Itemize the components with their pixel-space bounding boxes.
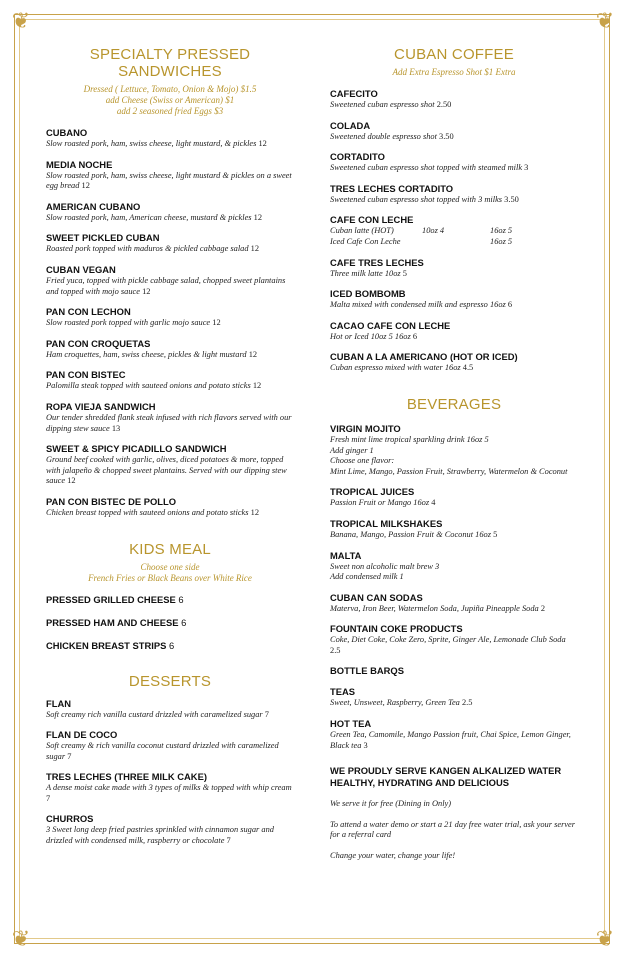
menu-item xyxy=(46,401,294,434)
item-description xyxy=(46,139,294,150)
item-name: HOT TEA xyxy=(330,718,372,730)
item-desc-text: Slow roasted pork, ham, swiss cheese, light mustard, & pickles xyxy=(46,139,257,148)
item-price: 6 xyxy=(178,593,184,605)
item-price: 5 xyxy=(493,529,498,539)
item-name: SWEET & SPICY PICADILLO SANDWICH xyxy=(46,443,227,455)
item-description xyxy=(46,244,294,255)
item-price: 12 xyxy=(253,212,263,222)
item-name: CUBAN VEGAN xyxy=(46,263,116,275)
menu-item xyxy=(46,127,294,150)
item-name: FLAN xyxy=(46,697,71,709)
menu-item xyxy=(330,550,578,583)
menu-item xyxy=(46,232,294,255)
item-name: CHICKEN BREAST STRIPS xyxy=(46,639,167,651)
kangen-title: WE PROUDLY SERVE KANGEN ALKALIZED WATER HEALTHY, HYDRATING AND DELICIOUS xyxy=(330,765,562,789)
item-description xyxy=(330,530,578,541)
item-name: CACAO CAFE CON LECHE xyxy=(330,319,451,331)
section-title-kids: KIDS MEAL xyxy=(129,540,211,558)
corner-ornament-icon: ❦ xyxy=(11,926,31,951)
menu-item xyxy=(330,486,578,509)
item-name: VIRGIN MOJITO xyxy=(330,422,401,434)
item-description xyxy=(330,300,578,311)
left-column xyxy=(46,46,294,856)
item-desc-text: Green Tea, Camomile, Mango Passion fruit, Chai Spice, Lemon Ginger, Black tea xyxy=(330,730,571,750)
item-name: ROPA VIEJA SANDWICH xyxy=(46,400,156,412)
corner-ornament-icon: ❦ xyxy=(595,926,615,951)
item-description xyxy=(46,455,294,487)
item-name: CORTADITO xyxy=(330,151,385,163)
item-description xyxy=(330,698,578,709)
item-description xyxy=(330,604,578,615)
item-name: CUBAN CAN SODAS xyxy=(330,591,423,603)
item-price: 6 xyxy=(181,616,187,628)
item-desc-text: Sweet non alcoholic malt brew 3 xyxy=(330,561,440,571)
item-desc-text: Soft creamy rich vanilla custard drizzled with caramelized sugar xyxy=(46,709,263,719)
item-description xyxy=(330,730,578,751)
section-title-desserts: DESSERTS xyxy=(128,672,212,690)
menu-item xyxy=(330,151,578,174)
item-description xyxy=(330,363,578,374)
item-price: 4.5 xyxy=(462,363,474,373)
item-price: 7 xyxy=(46,793,51,803)
item-price: 12 xyxy=(248,349,258,359)
item-description xyxy=(330,332,578,343)
item-price: 7 xyxy=(264,709,269,719)
item-desc-text: Sweet, Unsweet, Raspberry, Green Tea xyxy=(330,698,460,708)
menu-item xyxy=(330,623,578,656)
item-desc-text: Our tender shredded flank steak infused with rich flavors served with our dipping stew sauce xyxy=(46,412,292,433)
item-price: 12 xyxy=(252,381,262,391)
menu-item xyxy=(330,718,578,751)
menu-item xyxy=(46,771,294,804)
item-price: 3.50 xyxy=(439,131,454,141)
item-name: CAFE TRES LECHES xyxy=(330,256,424,268)
item-desc-text: Sweetened cuban espresso shot topped with steamed milk xyxy=(330,163,523,173)
item-name: AMERICAN CUBANO xyxy=(46,200,141,212)
menu-item xyxy=(46,496,294,519)
item-price: 3 xyxy=(524,163,529,173)
item-price: 12 xyxy=(250,244,259,254)
item-extra: Choose one flavor: xyxy=(330,456,395,466)
menu-item xyxy=(330,592,578,615)
item-description xyxy=(330,562,578,573)
item-name: PRESSED HAM AND CHEESE xyxy=(46,616,179,628)
item-desc-text: Materva, Iron Beer, Watermelon Soda, Jupiña Pineapple Soda xyxy=(330,603,539,613)
item-price: 12 xyxy=(142,286,151,296)
kids-item xyxy=(46,640,294,651)
menu-item xyxy=(46,443,294,487)
item-description xyxy=(46,318,294,329)
item-name: TEAS xyxy=(330,686,356,698)
item-extra: Add condensed milk 1 xyxy=(330,572,404,582)
item-desc-text: Fresh mint lime tropical sparkling drink 16oz 5 xyxy=(330,434,489,444)
item-price: 2 xyxy=(540,603,545,613)
item-desc-text: Slow roasted pork, ham, swiss cheese, light mustard & pickles on a sweet egg bread xyxy=(46,170,292,191)
corner-ornament-icon: ❦ xyxy=(11,8,31,33)
menu-item xyxy=(46,813,294,846)
item-name: SWEET PICKLED CUBAN xyxy=(46,232,160,244)
kids-options: Choose one side French Fries or Black Beans over White Rice xyxy=(88,561,252,583)
item-description xyxy=(330,100,578,111)
item-desc-text: Chicken breast topped with sauteed onions and potato sticks xyxy=(46,507,249,517)
kids-item xyxy=(46,617,294,628)
item-desc-text: Sweetened double espresso shot xyxy=(330,131,437,141)
menu-item: CAFE CON LECHE Cuban latte (HOT) 10oz 4 16oz 5 Iced Cafe Con Leche 16oz 5 xyxy=(330,214,513,246)
item-price: 5 xyxy=(402,268,407,278)
item-description xyxy=(330,498,578,509)
item-extra: Mint Lime, Mango, Passion Fruit, Strawberry, Watermelon & Coconut xyxy=(330,466,568,476)
item-price: 7 xyxy=(226,836,231,846)
menu-item xyxy=(330,351,578,374)
kangen-note: To attend a water demo or start a 21 day free water trial, ask your server for a referral card xyxy=(330,819,576,840)
item-name: PAN CON CROQUETAS xyxy=(46,337,151,349)
item-desc-text: A dense moist cake made with 3 types of milks & topped with whip cream xyxy=(46,783,292,793)
menu-item xyxy=(330,120,578,143)
item-desc-text: Ham croquettes, ham, swiss cheese, pickles & light mustard xyxy=(46,349,247,359)
item-description xyxy=(46,825,294,846)
menu-item xyxy=(330,320,578,343)
item-price: 12 xyxy=(212,318,221,328)
corner-ornament-icon: ❦ xyxy=(595,8,615,33)
item-description xyxy=(330,195,578,206)
item-name: TRES LECHES (THREE MILK CAKE) xyxy=(46,771,207,783)
item-desc-text: 3 Sweet long deep fried pastries sprinkled with cinnamon sugar and drizzled with condensed milk, raspberry or chocolate xyxy=(46,825,274,846)
kids-item xyxy=(46,594,294,605)
item-desc-text: Cuban espresso mixed with water 16oz xyxy=(330,363,461,373)
item-description xyxy=(46,381,294,392)
item-desc-text: Fried yuca, topped with pickle cabbage salad, chopped sweet plantains and topped with mojo sauce xyxy=(46,275,286,296)
item-desc-text: Sweetened cuban espresso shot topped with 3 milks xyxy=(330,194,503,204)
item-price: 12 xyxy=(258,139,267,148)
item-name: FLAN DE COCO xyxy=(46,729,118,741)
item-description xyxy=(46,213,294,224)
item-desc-text: Slow roasted pork topped with garlic mojo sauce xyxy=(46,318,211,328)
item-price: 7 xyxy=(67,751,72,761)
menu-item xyxy=(330,257,578,280)
item-price: 6 xyxy=(412,331,418,341)
item-description xyxy=(46,171,294,192)
item-desc-text: Coke, Diet Coke, Coke Zero, Sprite, Ginger Ale, Lemonade Club Soda xyxy=(330,635,566,645)
menu-item xyxy=(330,88,578,111)
item-name: COLADA xyxy=(330,119,371,131)
item-name: PAN CON BISTEC xyxy=(46,369,126,381)
item-name: CUBAN A LA AMERICANO (HOT OR ICED) xyxy=(330,351,518,363)
item-price: 2.5 xyxy=(330,645,341,655)
item-name: CAFECITO xyxy=(330,88,378,99)
right-column xyxy=(330,46,578,872)
item-price: 2.50 xyxy=(436,100,452,109)
menu-item xyxy=(46,338,294,361)
item-desc-text: Slow roasted pork, ham, American cheese, mustard & pickles xyxy=(46,212,252,222)
menu-item xyxy=(46,159,294,192)
item-desc-text: Ground beef cooked with garlic, olives, diced potatoes & more, topped with jalapeño & chopped sweet plantains. Served with our dipping stew sauce xyxy=(46,455,287,486)
menu-item xyxy=(330,183,578,206)
menu-item xyxy=(46,306,294,329)
kangen-note: We serve it for free (Dining in Only) xyxy=(330,799,452,809)
item-description xyxy=(330,635,578,656)
menu-item xyxy=(46,264,294,297)
item-desc-text: Malta mixed with condensed milk and espresso 16oz xyxy=(330,300,506,310)
item-description xyxy=(46,508,294,519)
item-desc-text: Soft creamy & rich vanilla coconut custard drizzled with caramelized sugar xyxy=(46,741,279,761)
item-desc-text: Sweetened cuban espresso shot xyxy=(330,100,435,109)
item-desc-text: Three milk latte 10oz xyxy=(330,268,401,278)
sandwiches-options: Dressed ( Lettuce, Tomato, Onion & Mojo) $1.5 add Cheese (Swiss or American) $1 add 2 seasoned fried Eggs $3 xyxy=(83,84,257,116)
item-description xyxy=(46,741,294,762)
item-price: 6 xyxy=(507,300,513,310)
item-name: TRES LECHES CORTADITO xyxy=(330,182,454,194)
item-name: CUBANO xyxy=(46,127,88,138)
item-desc-text: Banana, Mango, Passion Fruit & Coconut 16oz xyxy=(330,529,491,539)
item-name: ICED BOMBOMB xyxy=(330,288,406,300)
item-extra: Add ginger 1 xyxy=(330,445,374,455)
item-price: 4 xyxy=(431,498,436,508)
item-description xyxy=(46,783,294,804)
item-desc-text: Roasted pork topped with maduros & pickled cabbage salad xyxy=(46,244,249,254)
item-price: 12 xyxy=(81,181,90,191)
item-description xyxy=(46,413,294,434)
item-name: PRESSED GRILLED CHEESE xyxy=(46,593,176,605)
menu-item xyxy=(46,729,294,762)
menu-item xyxy=(46,698,294,721)
item-description xyxy=(46,276,294,297)
menu-item xyxy=(330,288,578,311)
item-description xyxy=(330,269,578,280)
item-price: 12 xyxy=(67,476,76,486)
item-name: TROPICAL JUICES xyxy=(330,486,415,498)
item-price: 3.50 xyxy=(504,194,519,204)
item-name: BOTTLE BARQS xyxy=(330,665,404,677)
item-name: TROPICAL MILKSHAKES xyxy=(330,517,443,529)
section-title-coffee: CUBAN COFFEE xyxy=(394,46,514,63)
menu-item xyxy=(330,423,578,477)
item-price: 6 xyxy=(168,639,175,651)
item-desc-text: Hot or Iced 10oz 5 16oz xyxy=(330,331,411,341)
menu-item xyxy=(330,665,578,677)
menu-item xyxy=(330,686,578,709)
menu-item xyxy=(46,201,294,224)
item-price: 13 xyxy=(111,423,121,433)
item-name: MALTA xyxy=(330,549,362,561)
item-description xyxy=(330,435,578,446)
item-description xyxy=(330,132,578,143)
item-name: CHURROS xyxy=(46,813,94,825)
item-name: FOUNTAIN COKE PRODUCTS xyxy=(330,623,463,635)
menu-item xyxy=(330,518,578,541)
item-price: 2.5 xyxy=(461,698,473,708)
section-title-sandwiches: SPECIALTY PRESSED SANDWICHES xyxy=(89,46,251,80)
item-desc-text: Palomilla steak topped with sauteed onions and potato sticks xyxy=(46,381,251,391)
item-name: PAN CON LECHON xyxy=(46,306,131,318)
kangen-note: Change your water, change your life! xyxy=(330,851,456,861)
item-name: MEDIA NOCHE xyxy=(46,158,113,170)
item-price: 3 xyxy=(363,740,368,750)
item-description xyxy=(330,163,578,174)
section-title-beverages: BEVERAGES xyxy=(406,395,502,413)
item-description xyxy=(46,710,294,721)
item-name: PAN CON BISTEC DE POLLO xyxy=(46,495,177,507)
item-desc-text: Passion Fruit or Mango 16oz xyxy=(330,498,430,508)
menu-item xyxy=(46,369,294,392)
item-description xyxy=(46,350,294,361)
coffee-options: Add Extra Espresso Shot $1 Extra xyxy=(392,67,516,77)
item-price: 12 xyxy=(250,507,259,517)
